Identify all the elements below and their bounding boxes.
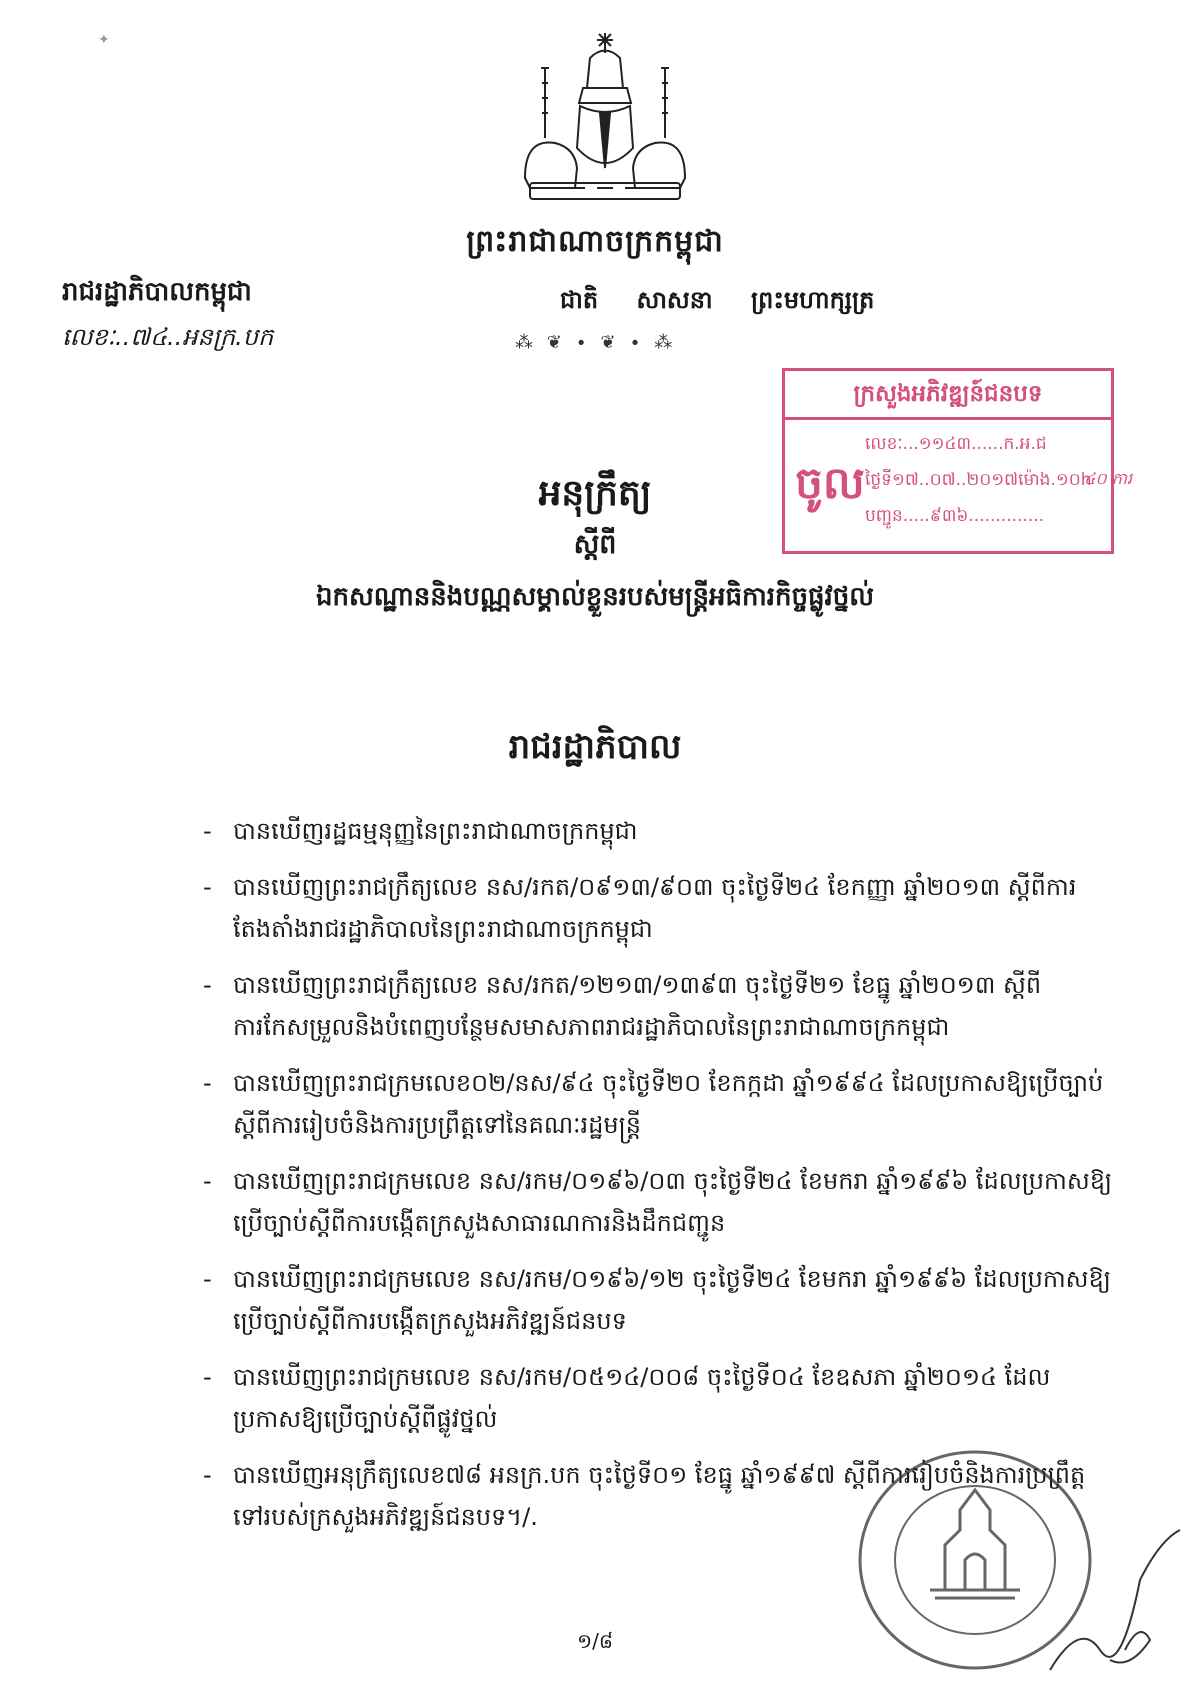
dash-bullet: - <box>203 1167 212 1195</box>
royal-emblem-icon <box>505 28 705 208</box>
issuer-heading: រាជរដ្ឋាភិបាល <box>508 727 682 767</box>
reference-number: លេខៈ..៧៤..អនក្រ.បក <box>62 323 274 351</box>
list-item: - បានឃើញព្រះរាជក្រឹត្យលេខ នស/រកត/១២១៣/១៣៩៣ ចុះថ្ងៃទី២១ ខែធ្នូ ឆ្នាំ២០១៣ ស្ដីពីការកែសម្រួលនិងបំពេញបន្ថែមសមាសភាពរាជរដ្ឋាភិបាលនៃព្រះរាជាណាចក្រកម្ពុជា <box>233 964 1113 1048</box>
list-item: - បានឃើញអនុក្រឹត្យលេខ៧៨ អនក្រ.បក ចុះថ្ងៃទី០១ ខែធ្នូ ឆ្នាំ១៩៩៧ ស្ដីពីការរៀបចំនិងការប្រព្រឹត្តទៅរបស់ក្រសួងអភិវឌ្ឍន៍ជនបទ។/. <box>233 1454 1113 1538</box>
stamp-date: ថ្ងៃទី១៧..០៧..២០១៧ម៉ោង.១០h <box>865 470 1092 490</box>
about-label: ស្ដីពី <box>573 529 617 560</box>
national-motto: ជាតិ សាសនា ព្រះមហាក្សត្រ <box>560 286 875 314</box>
list-item: - បានឃើញរដ្ឋធម្មនុញ្ញនៃព្រះរាជាណាចក្រកម្ពុជា <box>233 810 1113 852</box>
dash-bullet: - <box>203 971 212 999</box>
dash-bullet: - <box>203 1265 212 1293</box>
dash-bullet: - <box>203 1461 212 1489</box>
list-item: - បានឃើញព្រះរាជក្រមលេខ នស/រកម/០១៩៦/០៣ ចុះថ្ងៃទី២៤ ខែមករា ឆ្នាំ១៩៩៦ ដែលប្រកាសឱ្យប្រើច្បាប់ស្ដីពីការបង្កើតក្រសួងសាធារណការនិងដឹកជញ្ជូន <box>233 1160 1113 1244</box>
government-name: រាជរដ្ឋាភិបាលកម្ពុជា <box>62 277 252 307</box>
document-subject: ឯកសណ្ឋាននិងបណ្ណសម្គាល់ខ្លួនរបស់មន្ត្រីអធិការកិច្ចផ្លូវថ្នល់ <box>315 582 875 612</box>
page-number: ១/៨ <box>576 1629 614 1653</box>
stamp-register: បញ្ជូន.....៩៣៦.............. <box>865 506 1045 526</box>
dash-bullet: - <box>203 1363 212 1391</box>
stamp-handnote: ៤០ ការ <box>1084 469 1133 488</box>
dash-bullet: - <box>203 873 212 901</box>
scan-speck: ✦ <box>98 32 110 48</box>
list-item: - បានឃើញព្រះរាជក្រមលេខ០២/នស/៩៤ ចុះថ្ងៃទី២០ ខែកក្កដា ឆ្នាំ១៩៩៤ ដែលប្រកាសឱ្យប្រើច្បាប់ស្ដីពីការរៀបចំនិងការប្រព្រឹត្តទៅនៃគណៈរដ្ឋមន្ត្រី <box>233 1062 1113 1146</box>
document-type: អនុក្រឹត្យ <box>538 473 652 514</box>
ornament-divider: ⁂ ❦ ∙ ❦ ∙ ⁂ <box>515 332 677 353</box>
dash-bullet: - <box>203 1069 212 1097</box>
stamp-number: លេខៈ...១១៤៣......ក.អ.ជ <box>865 434 1047 454</box>
list-item: - បានឃើញព្រះរាជក្រមលេខ នស/រកម/០៥១៤/០០៨ ចុះថ្ងៃទី០៤ ខែឧសភា ឆ្នាំ២០១៤ ដែលប្រកាសឱ្យប្រើច្បាប់ស្ដីពីផ្លូវថ្នល់ <box>233 1356 1113 1440</box>
kingdom-title: ព្រះរាជាណាចក្រកម្ពុជា <box>466 224 724 259</box>
list-item: - បានឃើញព្រះរាជក្រមលេខ នស/រកម/០១៩៦/១២ ចុះថ្ងៃទី២៤ ខែមករា ឆ្នាំ១៩៩៦ ដែលប្រកាសឱ្យប្រើច្បាប់ស្ដីពីការបង្កើតក្រសួងអភិវឌ្ឍន៍ជនបទ <box>233 1258 1113 1342</box>
stamp-title: ក្រសួងអភិវឌ្ឍន៍ជនបទ <box>785 371 1111 420</box>
stamp-side-mark: ចូល <box>795 458 865 509</box>
dash-bullet: - <box>203 817 212 845</box>
receipt-stamp <box>782 368 1114 554</box>
list-item: - បានឃើញព្រះរាជក្រឹត្យលេខ នស/រកត/០៩១៣/៩០៣ ចុះថ្ងៃទី២៤ ខែកញ្ញា ឆ្នាំ២០១៣ ស្ដីពីការតែងតាំងរាជរដ្ឋាភិបាលនៃព្រះរាជាណាចក្រកម្ពុជា <box>233 866 1113 950</box>
